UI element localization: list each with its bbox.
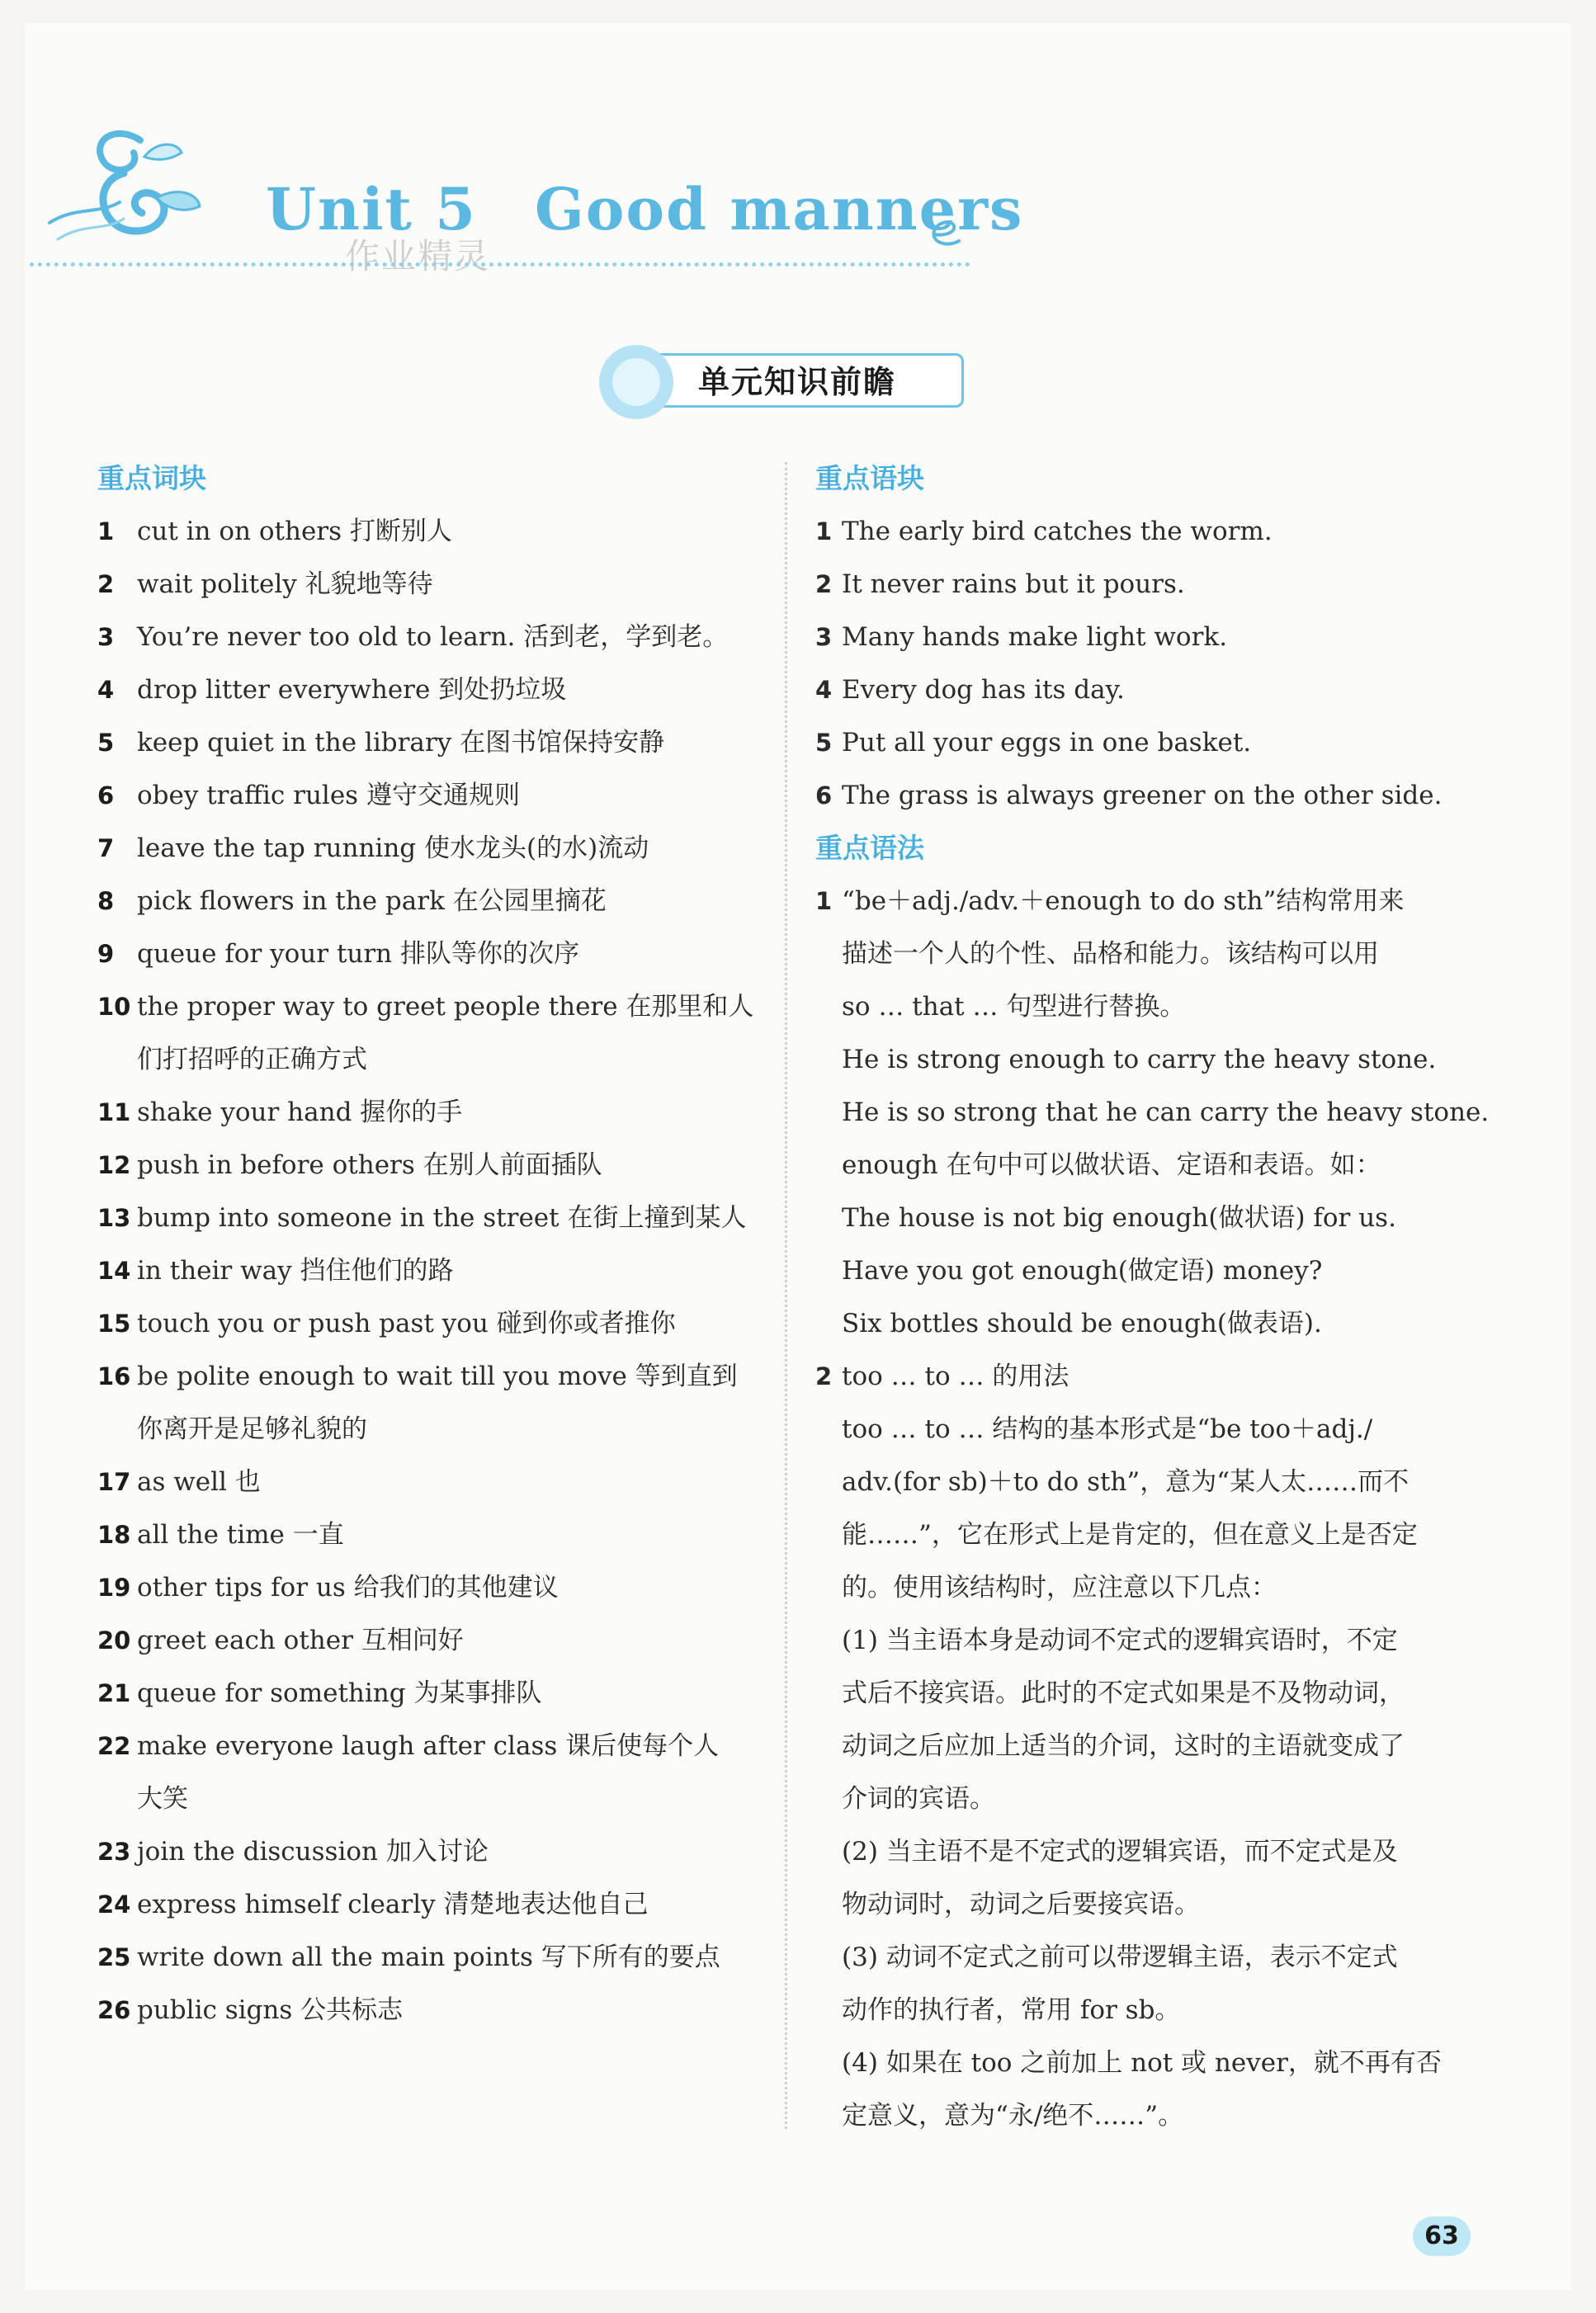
item-text: cut in on others 打断别人 [137,517,452,546]
grammar-line: 物动词时，动词之后要接宾语。 [842,1890,1200,1919]
item-number: 15 [97,1310,131,1338]
item-number: 13 [97,1204,131,1232]
grammar-line: (3) 动词不定式之前可以带逻辑主语，表示不定式 [842,1942,1398,1972]
item-number: 3 [815,623,833,651]
item-text: in their way 挡住他们的路 [137,1256,454,1286]
item-text: greet each other 互相问好 [137,1626,464,1655]
item-text: other tips for us 给我们的其他建议 [137,1573,559,1603]
list-item [97,1984,758,2037]
right-column [815,452,1492,2142]
grammar-line: 的。使用该结构时，应注意以下几点： [842,1573,1277,1603]
grammar-line: 式后不接宾语。此时的不定式如果是不及物动词， [842,1678,1405,1708]
item-number: 6 [815,781,833,810]
item-number: 17 [97,1468,131,1496]
item-number: 23 [97,1838,131,1866]
section-banner [599,345,970,419]
item-number: 4 [815,676,833,704]
key-phrases-column [97,452,758,2037]
item-number: 12 [97,1151,131,1179]
grammar-line: 定意义，意为“永/绝不……”。 [842,2101,1184,2131]
list-item [97,1825,758,1878]
list-item [97,1667,758,1720]
item-text: 们打招呼的正确方式 [137,1045,367,1074]
grammar-heading: 重点语法 [815,832,924,864]
item-number: 9 [97,940,115,968]
item-number: 20 [97,1626,131,1655]
list-item [97,1720,758,1773]
list-item [97,875,758,928]
list-item [97,980,758,1033]
item-number: 22 [97,1732,131,1760]
list-item [97,1192,758,1244]
item-text: all the time 一直 [137,1520,344,1550]
grammar-line: too … to … 的用法 [842,1362,1070,1391]
item-text: obey traffic rules 遵守交通规则 [137,781,520,810]
grammar-line: (4) 如果在 too 之前加上 not 或 never，就不再有否 [842,2048,1442,2078]
item-text: queue for your turn 排队等你的次序 [137,939,580,969]
list-item-continuation [97,1033,758,1086]
grammar-line: enough 在句中可以做状语、定语和表语。如： [842,1150,1381,1180]
list-item [815,716,1492,769]
list-item [815,611,1492,663]
item-text: write down all the main points 写下所有的要点 [137,1942,720,1972]
list-item [97,1086,758,1139]
grammar-line: too … to … 结构的基本形式是“be too＋adj./ [842,1414,1373,1444]
item-text: express himself clearly 清楚地表达他自己 [137,1890,649,1919]
item-text: 大笑 [137,1784,188,1814]
list-item [97,769,758,822]
item-number: 19 [97,1574,131,1602]
list-item [815,558,1492,611]
grammar-line: “be＋adj./adv.＋enough to do sth”结构常用来 [842,886,1405,916]
list-item [97,1614,758,1667]
list-item [97,505,758,558]
item-number: 2 [815,570,833,598]
item-number: 4 [97,676,115,704]
grammar-line: Six bottles should be enough(做表语). [842,1309,1322,1338]
item-text: queue for something 为某事排队 [137,1678,542,1708]
item-text: push in before others 在别人前面插队 [137,1150,602,1180]
grammar-line: (2) 当主语不是不定式的逻辑宾语，而不定式是及 [842,1837,1398,1867]
item-number: 6 [97,781,115,810]
grammar-point-1 [815,875,1492,1350]
item-text: touch you or push past you 碰到你或者推你 [137,1309,676,1338]
item-number: 1 [815,517,833,545]
item-number: 26 [97,1996,131,2024]
grammar-point-number: 1 [815,887,833,915]
item-text: You’re never too old to learn. 活到老，学到老。 [137,622,729,652]
list-item [815,663,1492,716]
item-number: 25 [97,1943,131,1971]
item-text: bump into someone in the street 在街上撞到某人 [137,1203,747,1233]
item-number: 2 [97,570,115,598]
item-number: 16 [97,1362,131,1390]
grammar-line: adv.(for sb)＋to do sth”，意为“某人太……而不 [842,1467,1409,1497]
list-item [97,928,758,980]
item-text: the proper way to greet people there 在那里和人 [137,992,754,1022]
item-number: 24 [97,1891,131,1919]
list-item [97,1350,758,1403]
list-item [97,611,758,663]
item-text: Put all your eggs in one basket. [842,728,1252,758]
item-number: 14 [97,1257,131,1285]
item-number: 10 [97,993,131,1021]
item-number: 21 [97,1679,131,1707]
column-divider [785,462,787,2129]
list-item [97,558,758,611]
list-item-continuation [97,1773,758,1825]
key-sentences-list [815,505,1492,822]
header-divider [30,262,970,267]
item-text: leave the tap running 使水龙头(的水)流动 [137,833,649,863]
item-text: keep quiet in the library 在图书馆保持安静 [137,728,665,758]
item-text: shake your hand 握你的手 [137,1097,463,1127]
item-text: 你离开是足够礼貌的 [137,1414,367,1444]
item-number: 18 [97,1521,131,1549]
grammar-point-number: 2 [815,1362,833,1390]
grammar-line: 能……”，它在形式上是肯定的，但在意义上是否定 [842,1520,1418,1550]
item-text: The grass is always greener on the other side. [842,781,1443,810]
e-swirl-icon [928,216,964,249]
item-text: wait politely 礼貌地等待 [137,569,433,599]
unit-name: Good manners [534,175,1024,243]
list-item [97,1297,758,1350]
item-number: 5 [97,729,115,757]
item-text: be polite enough to wait till you move 等到直到 [137,1362,738,1391]
list-item [97,1878,758,1931]
grammar-line: He is strong enough to carry the heavy stone. [842,1045,1437,1074]
list-item [97,1931,758,1984]
list-item-continuation [97,1403,758,1456]
item-text: Many hands make light work. [842,622,1228,652]
grammar-line: 动词之后应加上适当的介词，这时的主语就变成了 [842,1731,1405,1761]
item-text: It never rains but it pours. [842,569,1185,599]
grammar-line: 动作的执行者，常用 for sb。 [842,1995,1181,2025]
watermark: 作业精灵 [345,236,491,276]
list-item [97,1139,758,1192]
item-number: 8 [97,887,115,915]
banner-circle-icon [599,345,673,419]
grammar-line: (1) 当主语本身是动词不定式的逻辑宾语时，不定 [842,1626,1398,1655]
item-number: 7 [97,834,115,862]
list-item [97,1244,758,1297]
grammar-line: He is so strong that he can carry the heavy stone. [842,1097,1490,1127]
key-phrases-list [97,505,758,2037]
grammar-line: Have you got enough(做定语) money? [842,1256,1323,1286]
swirl-logo-icon [41,124,206,256]
unit-label: Unit 5 [266,175,477,243]
list-item [97,716,758,769]
item-text: public signs 公共标志 [137,1995,404,2025]
grammar-point-2 [815,1350,1492,2142]
item-text: make everyone laugh after class 课后使每个人 [137,1731,720,1761]
item-number: 1 [97,517,115,545]
item-number: 5 [815,729,833,757]
item-text: drop litter everywhere 到处扔垃圾 [137,675,567,705]
list-item [97,1561,758,1614]
grammar-line: so … that … 句型进行替换。 [842,992,1186,1022]
item-number: 3 [97,623,115,651]
list-item [97,1456,758,1508]
item-text: pick flowers in the park 在公园里摘花 [137,886,607,916]
item-text: The early bird catches the worm. [842,517,1273,546]
grammar-line: 介词的宾语。 [842,1784,995,1814]
list-item [815,769,1492,822]
item-text: Every dog has its day. [842,675,1125,705]
list-item [97,822,758,875]
page-number: 63 [1413,2216,1471,2256]
list-item [97,663,758,716]
item-text: as well 也 [137,1467,261,1497]
grammar-line: The house is not big enough(做状语) for us. [842,1203,1396,1233]
item-text: join the discussion 加入讨论 [137,1837,489,1867]
key-phrases-heading: 重点词块 [97,462,206,494]
banner-title: 单元知识前瞻 [698,364,897,400]
list-item [97,1508,758,1561]
list-item [815,505,1492,558]
key-sentences-heading: 重点语块 [815,462,924,494]
grammar-line: 描述一个人的个性、品格和能力。该结构可以用 [842,939,1379,969]
item-number: 11 [97,1098,131,1126]
